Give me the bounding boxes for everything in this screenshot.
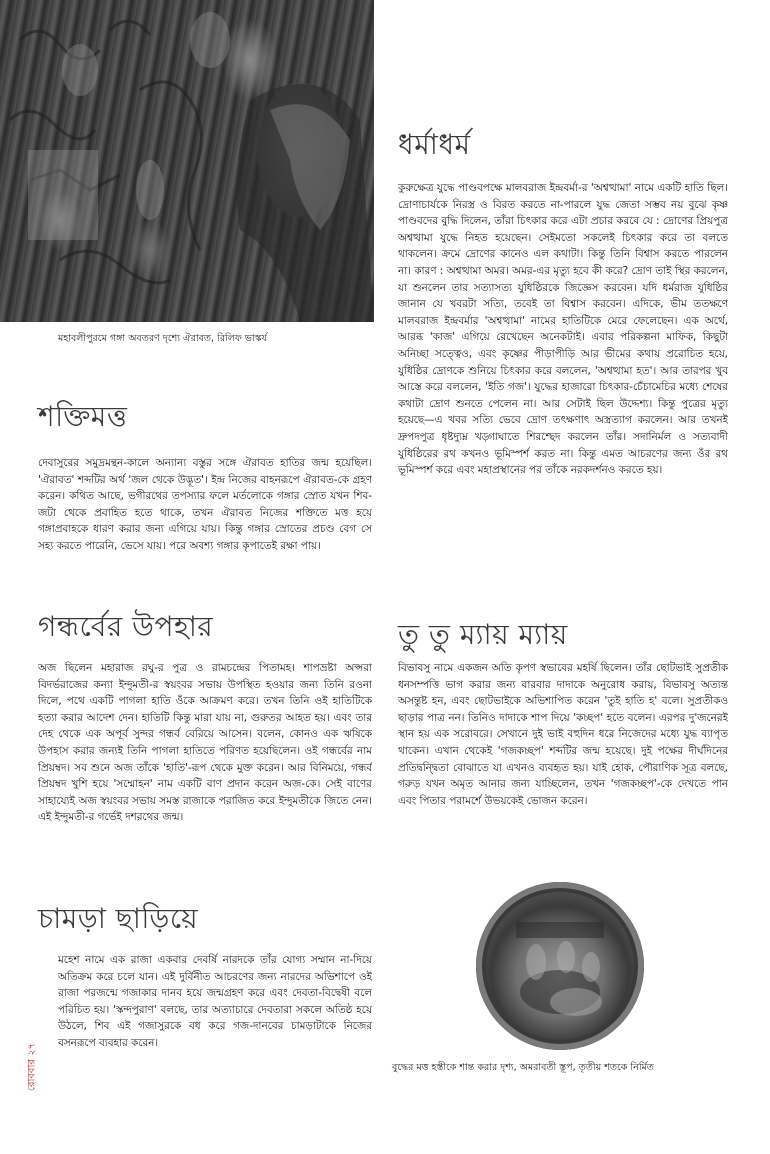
elephant-relief-photo [0,0,374,322]
photo-caption: মহাবলীপুরমে গঙ্গা অবতরণ দৃশ্যে ঐরাবত, রিলিফ ভাস্কর্য [58,333,267,344]
amaravati-medallion-image [476,882,644,1050]
relief-illustration [0,0,374,322]
section-body-tutu: বিভাবসু নামে একজন অতি কৃপণ স্বভাবের মহর্ষি ছিলেন। তাঁর ছোটভাই সুপ্রতীক ধনসম্পত্তি ভাগ করার জন্য বারবার দাদাকে অনুরোধ করায়, বিভাবসু অত্যন্ত অসন্তুষ্ট হন, এবং ছোটভাইকে অভিশাপিত করেন 'তুই হাতি হ' বলে। সুপ্রতীকও ছাড়ার পাত্র নন। তিনিও দাদাকে শাপ দিয়ে 'কচ্ছপ' হতে বলেন। এরপর দু'জনেরই স্থান হয় এক সরোবরে। সেখানে দুই ভাই বহুদিন ধরে নিজেদের মধ্যে যুদ্ধ ব্যাপৃত থাকেন। এখান থেকেই 'গজকচ্ছপ' শব্দটির জন্ম হয়েছে। দুই পক্ষের দীর্ঘদিনের প্রতিদ্বন্দ্বিতা বোঝাতে যা এখনও ব্যবহৃত হয়। যাই হোক, পৌরাণিক সূত্র বলছে, গরুড় যখন অমৃত আনার জন্য যাচ্ছিলেন, তখন 'গজকচ্ছপ'-কে দেখতে পান এবং পিতার পরামর্শে উভয়কেই ভোজন করেন। [398,662,728,807]
section-title-chamra: চামড়া ছাড়িয়ে [38,902,199,935]
coin-caption: বুদ্ধের মত্ত হস্তীকে শান্ত করার দৃশ্য, অমরাবতী স্তূপ, তৃতীয় শতকে নির্মিত [392,1062,654,1073]
medallion-relief [476,882,644,1050]
section-title-tutu: তু তু ম্যায় ম্যায় [398,618,568,651]
page-folio [26,1012,40,1122]
section-body-dharmadharma: কুরুক্ষেত্র যুদ্ধে পাণ্ডবপক্ষে মালবরাজ ইন্দ্রবর্মা-র 'অশ্বত্থামা' নামে একটি হাতি ছিল। দ্রোণাচার্যকে নিরস্ত্র ও বিরত করতে না-পারলে যুদ্ধ জেতা সম্ভব নয় বুঝে কৃষ্ণ পাণ্ডবদের বুদ্ধি দিলেন, তাঁরা চিৎকার করে এটা প্রচার করবে যে : দ্রোণের প্রিয়পুত্র অশ্বত্থামা যুদ্ধে নিহত হয়েছেন। সেইমতো সকলেই চিৎকার করে তা বলতে থাকলেন। ক্রমে দ্রোণের কানেও এল কথাটা। কিন্তু তিনি বিশ্বাস করতে পারলেন না। কারণ : অশ্বত্থামা অমর। অমর-এর মৃত্যু হবে কী করে? দ্রোণ তাই স্থির করলেন, যা শুনলেন তার সত্যাসত্য যুধিষ্ঠিরকে জিজ্ঞেস করবেন। যদি ধর্মরাজ যুধিষ্ঠির জানান যে খবরটা সত্যি, তবেই তা বিশ্বাস করবেন। এদিকে, ভীম ততক্ষণে মালবরাজ ইন্দ্রবর্মার 'অশ্বত্থামা' নামের হাতিটিকে মেরে ফেলেছেন। এক অর্থে, আরব্ধ 'কাজ' এগিয়ে রেখেছেন অনেকটাই। এবার পরিকল্পনা মাফিক, কিছুটা অনিচ্ছা সত্ত্বেও, এবং কৃষ্ণের পীড়াপীড়ি আর ভীমের কথায় প্ররোচিত হয়ে, যুধিষ্ঠির দ্রোণকে শুনিয়ে চিৎকার করে বললেন, 'অশ্বত্থামা হত'। আর তারপর খুব আস্তে করে বললেন, 'ইতি গজ'। যুদ্ধের হাজারো চিৎকার-চেঁচামেচির মধ্যে শেষের কথাটা দ্রোণ শুনতে পেলেন না। আর সেটাই ছিল উদ্দেশ্য। কিন্তু পুত্রের মৃত্যু হয়েছে—এ খবর সত্যি ভেবে দ্রোণ তৎক্ষণাৎ অস্ত্রত্যাগ করলেন। আর তখনই দ্রুপদপুত্র ধৃষ্টদ্যুম্ন খড়্গাঘাতে শিরশ্ছেদ করলেন তাঁর। সদানির্মল ও সত্যবাদী যুধিষ্ঠিরের রথ কখনও ভূমিস্পর্শ করত না। কিন্তু এমত আচরণের জন্য ওঁর রথ ভূমিস্পর্শ করে এবং মহাপ্রস্থানের পর তাঁকে নরকদর্শনও করতে হয়। [398,182,728,477]
section-body-gandharva: অজ ছিলেন মহারাজ রঘু-র পুত্র ও রামচন্দ্রের পিতামহ। শাপভ্রষ্টা অপ্সরা বিদর্ভরাজের কন্যা ইন্দুমতী-র স্বয়ংবর সভায় উপস্থিত হওয়ার জন্য তিনি রওনা দিলে, পথে একটি পাগলা হাতি ওঁকে আক্রমণ করে। তখন তিনি ওই হাতিটিকে হত্যা করার আদেশ দেন। হাতিটি কিন্তু মারা যায় না, গুরুতর আহত হয়। এবং তার দেহ থেকে এক অপূর্ব সুন্দর গন্ধর্ব বেরিয়ে আসেন। বলেন, কোনও এক ঋষিকে উপহাস করার জন্যই তিনি পাগলা হাতিতে পরিণত হয়েছিলেন। ওই গন্ধর্বের নাম প্রিয়ম্বদ। সব শুনে অজ তাঁকে 'হাতি'-রূপ থেকে মুক্ত করেন। আর বিনিময়ে, গন্ধর্ব প্রিয়ম্বদ খুশি হয়ে 'সম্মোহন' নাম একটি বাণ প্রদান করেন অজ-কে। সেই বাণের সাহায্যেই অজ স্বয়ংবর সভায় সমস্ত রাজাকে পরাজিত করে ইন্দুমতীকে জিতে নেন। এই ইন্দুমতী-র গর্ভেই দশরথের জন্ম। [38,662,372,824]
section-title-shaktimatta: শক্তিমত্ত [38,400,128,433]
section-title-dharmadharma: ধর্মাধর্ম [398,128,471,161]
section-title-gandharva: গন্ধর্বের উপহার [38,610,214,643]
section-body-chamra: মহেশ নামে এক রাজা একবার দেবর্ষি নারদকে তাঁর যোগ্য সম্মান না-দিয়ে অতিক্রম করে চলে যান। এই দুর্বিনীত আচরণের জন্য নারদের অভিশাপে ওই রাজা পরজন্মে গজাকার দানব হয়ে জন্মগ্রহণ করে এবং দেবতা-বিদ্বেষী বলে পরিচিত হয়। 'স্কন্দপুরাণ' বলছে, তার অত্যাচারে দেবতারা সকলে অতিষ্ঠ হয়ে উঠলে, শিব এই গজাসুরকে বধ করে গজ-দানবের চামড়াটাকে নিজের বসনরূপে ব্যবহার করেন। [58,954,372,1049]
page-folio-text: রোববার ২৭ [26,1042,38,1092]
section-body-shaktimatta: দেবাসুরের সমুদ্রমন্থন-কালে অন্যান্য বস্তুর সঙ্গে ঐরাবত হাতির জন্ম হয়েছিল। 'ঐরাবত' শব্দটির অর্থ 'জল থেকে উদ্ভূত'। ইন্দ্র নিজের বাহনরূপে ঐরাবত-কে গ্রহণ করেন। কথিত আছে, ভগীরথের তপস্যার ফলে মর্তলোকে গঙ্গার স্রোত যখন শিব-জটা থেকে প্রবাহিত হতে থাকে, তখন ঐরাবত নিজের শক্তিতে মত্ত হয়ে গঙ্গাপ্রবাহকে ধারণ করার জন্য এগিয়ে যায়। কিন্তু গঙ্গার স্রোতের প্রচণ্ড বেগ সে সহ্য করতে পারেনি, ভেসে যায়। পরে অবশ্য গঙ্গার কৃপাতেই রক্ষা পায়। [38,457,372,552]
